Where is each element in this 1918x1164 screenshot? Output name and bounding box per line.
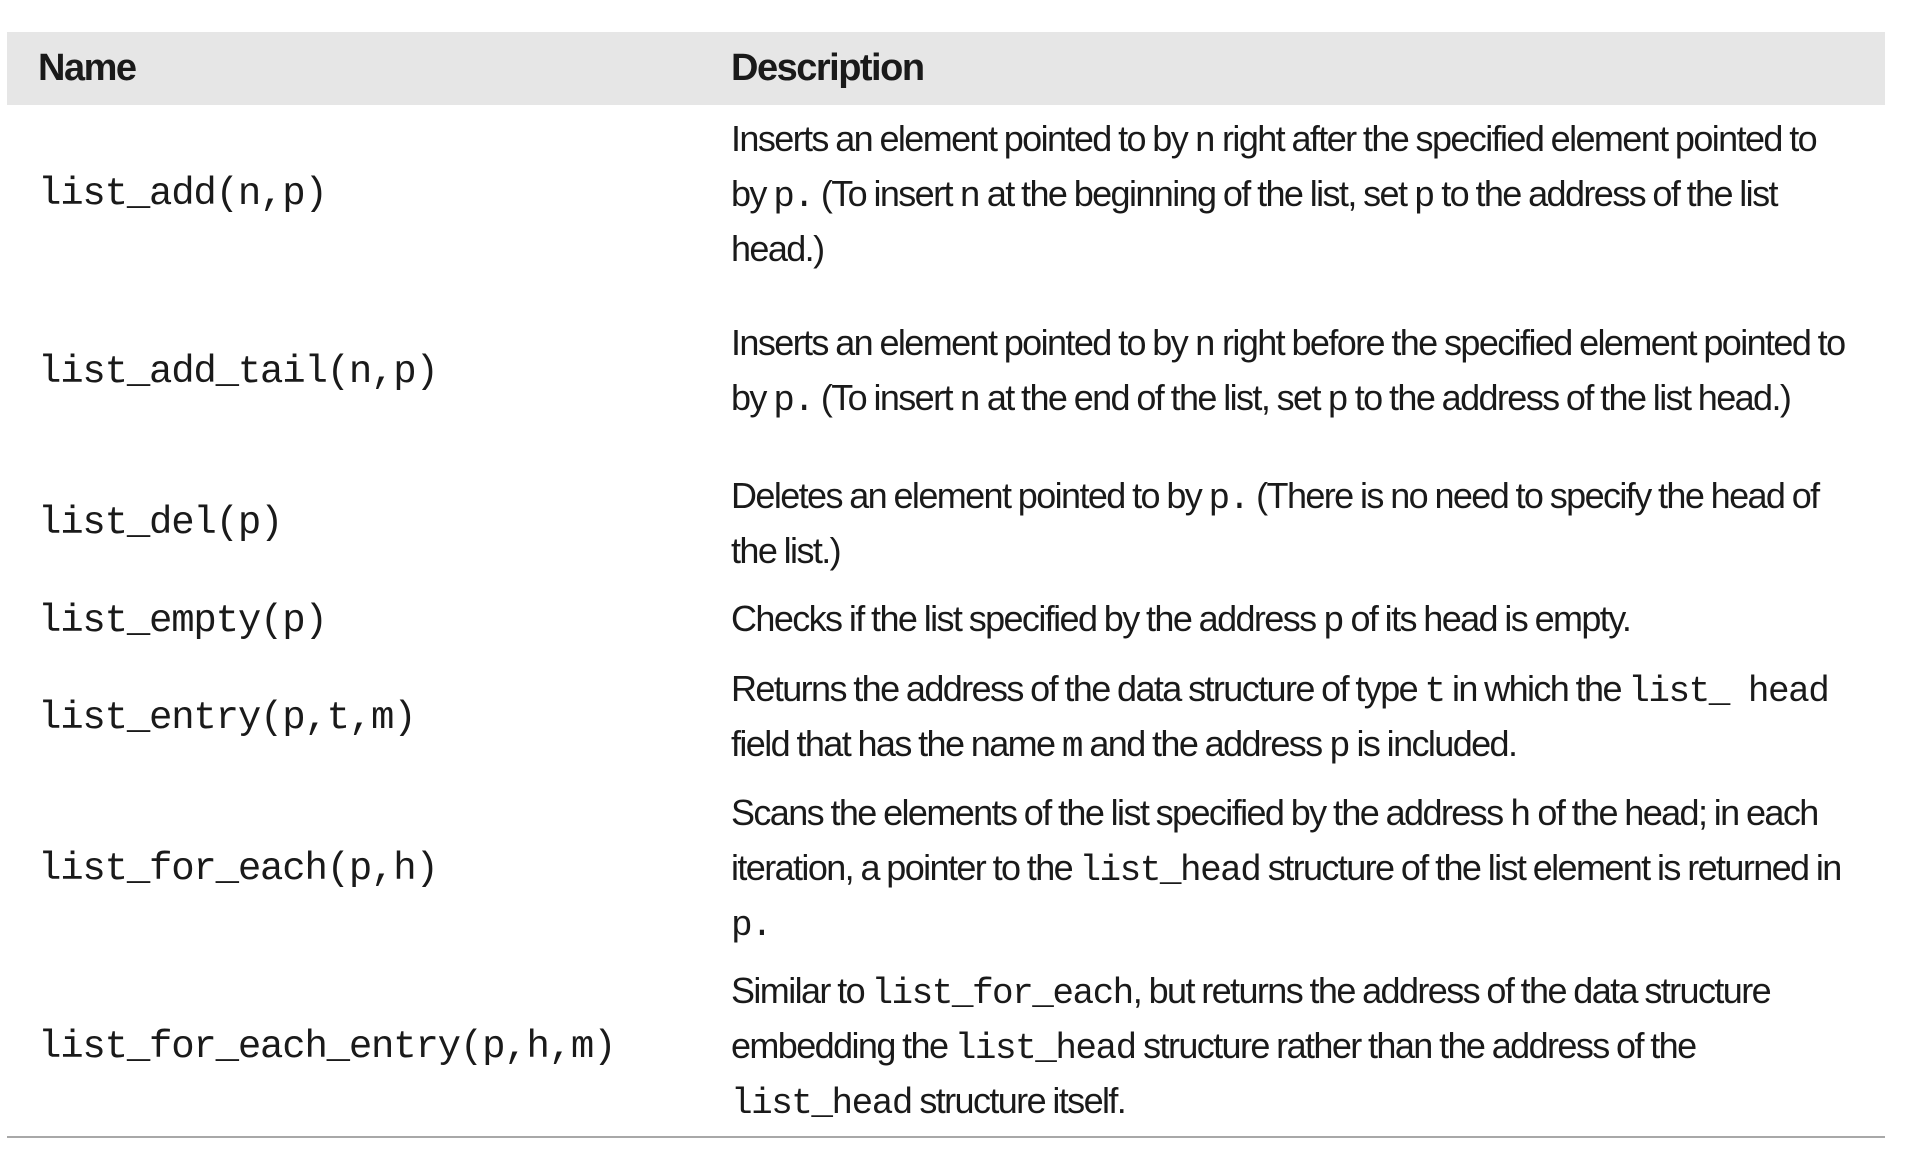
- function-name-cell: list_for_each_entry(p,h,m): [38, 1025, 616, 1069]
- column-header-name: Name: [38, 47, 136, 89]
- table-row: [7, 585, 1885, 656]
- description-cell: Inserts an element pointed to by n right after the specified element pointed to by p. (To insert n at the beginning of the list, set p to the address of the list head.): [731, 118, 1817, 269]
- function-name-cell: list_del(p): [38, 501, 283, 545]
- function-name-cell: list_entry(p,t,m): [38, 696, 416, 740]
- table-row: [7, 105, 1885, 283]
- column-header-description: Description: [731, 47, 924, 89]
- table-row: [7, 283, 1885, 461]
- function-name-cell: list_for_each(p,h): [38, 847, 438, 891]
- description-cell: Deletes an element pointed to by p. (There is no need to specify the head of the list.): [731, 474, 1819, 571]
- description-cell: Scans the elements of the list specified by the address h of the head; in each iteration, a pointer to the list_head structure of the list element is returned in p.: [731, 791, 1841, 946]
- table-row: [7, 461, 1885, 585]
- function-name-cell: list_add(n,p): [38, 172, 327, 216]
- description-cell: Inserts an element pointed to by n right before the specified element pointed to by p. (To insert n at the end of the list, set p to the address of the list head.): [731, 322, 1845, 421]
- function-name-cell: list_add_tail(n,p): [38, 350, 438, 394]
- table-row: [7, 780, 1885, 958]
- table-header-row: [7, 32, 1885, 105]
- description-cell: Returns the address of the data structure of type t in which the list_ head field that has the name m and the address p is included.: [731, 668, 1829, 767]
- table-row: [7, 958, 1885, 1136]
- table-row: [7, 656, 1885, 780]
- function-name-cell: list_empty(p): [38, 598, 327, 643]
- description-cell: Checks if the list specified by the address p of its head is empty.: [731, 598, 1631, 642]
- list-api-table: [7, 32, 1885, 1138]
- description-cell: Similar to list_for_each, but returns the address of the data structure embedding the list_head structure rather than the address of the list_head structure itself.: [731, 969, 1771, 1124]
